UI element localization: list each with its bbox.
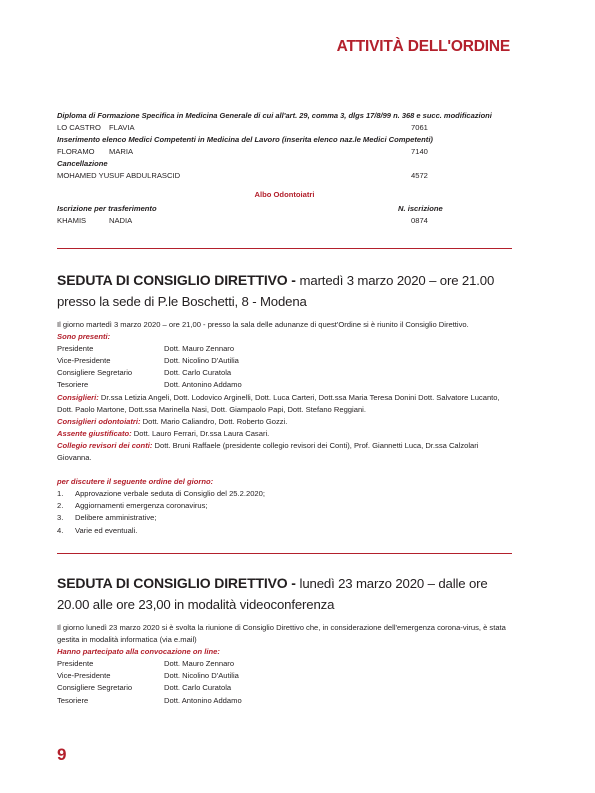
given-name: MARIA xyxy=(109,147,134,157)
person: Dott. Antonino Addamo xyxy=(164,695,242,705)
item-text: Approvazione verbale seduta di Consiglio del 25.2.2020; xyxy=(75,489,265,499)
list-item xyxy=(57,215,512,227)
seduta-intro: Il giorno martedì 3 marzo 2020 – ore 21,00 - presso la sala delle adunanze di quest'Ordine si è riunito il Consiglio Direttivo. xyxy=(57,320,469,329)
seduta-title-location: 20.00 alle ore 23,00 in modalità videoconferenza xyxy=(57,596,335,612)
full-name: MOHAMED YUSUF ABDULRASCID xyxy=(57,171,181,181)
seduta-title-date: lunedì 23 marzo 2020 – dalle ore xyxy=(299,576,488,591)
list-item xyxy=(57,343,512,355)
ordine-list xyxy=(57,488,512,536)
list-item xyxy=(57,488,512,500)
seduta-2-title xyxy=(57,573,527,615)
revisori-paragraph xyxy=(57,440,512,464)
registration-number: 0874 xyxy=(411,215,428,225)
role: Vice-Presidente xyxy=(57,671,111,681)
surname: KHAMIS xyxy=(57,215,87,225)
list-item xyxy=(57,525,512,537)
person: Dott. Carlo Curatola xyxy=(164,368,232,378)
odontoiatri-text: Dott. Mario Caliandro, Dott. Roberto Gozzi. xyxy=(140,416,288,426)
list-item xyxy=(57,146,512,158)
role: Presidente xyxy=(57,344,94,354)
consiglieri-label: Consiglieri: xyxy=(57,392,99,402)
list-item xyxy=(57,500,512,512)
trasferimento-heading: Iscrizione per trasferimento xyxy=(57,203,157,213)
revisori-text: Dott. Bruni Raffaele (presidente collegio revisori dei Conti), Prof. Giannetti Luca, Dr.ssa Calzolari Giovanna. xyxy=(57,440,479,463)
odontoiatri-paragraph xyxy=(57,416,512,428)
list-item xyxy=(57,170,512,182)
ordine-label: per discutere il seguente ordine del giorno: xyxy=(57,477,214,487)
consiglieri-paragraph xyxy=(57,392,512,416)
item-number: 1. xyxy=(57,489,64,499)
seduta-title-date: martedì 3 marzo 2020 – ore 21.00 xyxy=(299,273,495,288)
person: Dott. Mauro Zennaro xyxy=(164,344,235,354)
role: Consigliere Segretario xyxy=(57,683,133,693)
roles-list xyxy=(57,658,512,706)
list-item xyxy=(57,355,512,367)
assente-paragraph xyxy=(57,428,512,440)
registration-number: 4572 xyxy=(411,171,428,181)
role: Presidente xyxy=(57,659,94,669)
person: Dott. Carlo Curatola xyxy=(164,683,232,693)
partecipato-label: Hanno partecipato alla convocazione on line: xyxy=(57,647,220,657)
list-item xyxy=(57,670,512,682)
page-number: 9 xyxy=(57,745,67,764)
iscrizione-heading: N. iscrizione xyxy=(398,203,443,213)
seduta-intro: Il giorno lunedì 23 marzo 2020 si è svolta la riunione di Consiglio Direttivo che, in considerazione dell'emergenza corona-virus, è stata gestita in modalità informatica (via e.mail) xyxy=(57,623,506,645)
roles-list xyxy=(57,343,512,391)
seduta-1-body xyxy=(57,319,512,537)
seduta-2-body xyxy=(57,622,512,707)
cancellazione-heading: Cancellazione xyxy=(57,159,108,169)
divider xyxy=(57,248,512,249)
item-text: Aggiornamenti emergenza coronavirus; xyxy=(75,501,208,511)
divider xyxy=(57,553,512,554)
competenti-heading: Inserimento elenco Medici Competenti in Medicina del Lavoro (inserita elenco naz.le Medici Competenti) xyxy=(57,135,433,145)
consiglieri-text: Dr.ssa Letizia Angeli, Dott. Lodovico Arginelli, Dott. Luca Carteri, Dott.ssa Maria Teresa Donini Dott. Salvatore Lucanto, Dott. Paolo Martone, Dott.ssa Marinella Nasi, Dott. Giampaolo Papi, Dott. Stefano Reggiani. xyxy=(57,392,500,414)
trasferimento-header-row xyxy=(57,203,512,215)
list-item xyxy=(57,367,512,379)
list-item xyxy=(57,682,512,694)
section-header-title: ATTIVITÀ DELL'ORDINE xyxy=(336,38,510,55)
albo-odontoiatri-title: Albo Odontoiatri xyxy=(254,189,315,199)
person: Dott. Antonino Addamo xyxy=(164,380,242,390)
list-item xyxy=(57,658,512,670)
list-item xyxy=(57,122,512,134)
item-number: 2. xyxy=(57,501,64,511)
registration-number: 7061 xyxy=(411,123,428,133)
seduta-title-bold: SEDUTA DI CONSIGLIO DIRETTIVO - xyxy=(57,272,300,288)
role: Tesoriere xyxy=(57,380,89,390)
seduta-1-title xyxy=(57,270,527,312)
role: Consigliere Segretario xyxy=(57,368,133,378)
registration-number: 7140 xyxy=(411,147,428,157)
list-item xyxy=(57,512,512,524)
surname: LO CASTRO xyxy=(57,123,101,133)
person: Dott. Nicolino D'Autilia xyxy=(164,356,239,366)
list-item xyxy=(57,695,512,707)
seduta-title-location: presso la sede di P.le Boschetti, 8 - Modena xyxy=(57,293,307,309)
diploma-heading: Diploma di Formazione Specifica in Medicina Generale di cui all'art. 29, comma 3, dlgs 17/8/99 n. 368 e succ. modificazioni xyxy=(57,111,492,120)
role: Tesoriere xyxy=(57,695,89,705)
odontoiatri-label: Consiglieri odontoiatri: xyxy=(57,416,141,426)
item-number: 4. xyxy=(57,525,64,535)
seduta-title-bold: SEDUTA DI CONSIGLIO DIRETTIVO - xyxy=(57,575,300,591)
item-text: Delibere amministrative; xyxy=(75,513,157,523)
given-name: FLAVIA xyxy=(109,123,135,133)
presenti-label: Sono presenti: xyxy=(57,332,111,342)
role: Vice-Presidente xyxy=(57,356,111,366)
list-item xyxy=(57,379,512,391)
revisori-label: Collegio revisori dei conti: xyxy=(57,440,153,450)
assente-text: Dott. Lauro Ferrari, Dr.ssa Laura Casari. xyxy=(131,428,270,438)
person: Dott. Mauro Zennaro xyxy=(164,659,235,669)
item-number: 3. xyxy=(57,513,64,523)
registrations-section xyxy=(57,110,512,227)
person: Dott. Nicolino D'Autilia xyxy=(164,671,239,681)
assente-label: Assente giustificato: xyxy=(57,428,132,438)
item-text: Varie ed eventuali. xyxy=(75,525,138,535)
given-name: NADIA xyxy=(109,215,133,225)
surname: FLORAMO xyxy=(57,147,95,157)
